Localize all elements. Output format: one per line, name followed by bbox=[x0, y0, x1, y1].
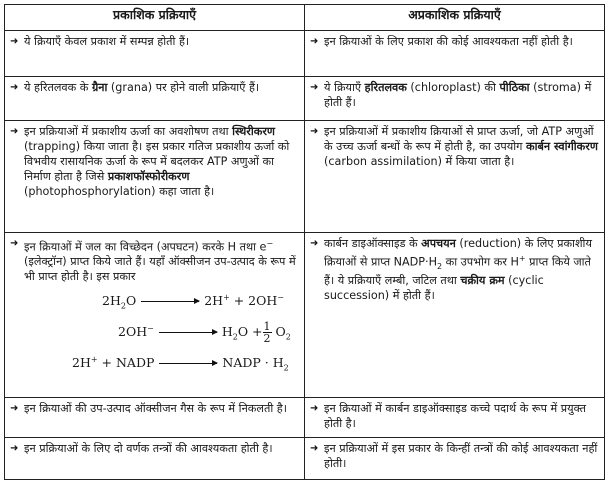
table-row bbox=[5, 398, 605, 438]
superscript: + bbox=[518, 253, 526, 263]
term-photophosphorylation: प्रकाशफॉस्फोरीकरण bbox=[107, 170, 190, 184]
term-reduction: अपचयन bbox=[421, 236, 456, 250]
eq-sup: − bbox=[147, 323, 154, 333]
term-carbon-assimilation: कार्बन स्वांगीकरण bbox=[526, 140, 598, 154]
header-light-reactions: प्रकाशिक प्रक्रियाएँ bbox=[5, 5, 305, 31]
eq-term: H bbox=[221, 324, 233, 340]
cell-text: इन क्रियाओं में जल का विच्छेदन (अपघटन) करके H तथा e bbox=[24, 240, 267, 254]
comparison-table bbox=[4, 4, 605, 480]
light-cell bbox=[5, 77, 305, 121]
cell-text: (chloroplast) की bbox=[406, 81, 500, 95]
cell-text: (इलेक्ट्रॉन) प्राप्त किये जाते हैं। यहाँ ऑक्सीजन उप-उत्पाद के रूप में भी प्राप्त होती है। इस प्रकार bbox=[24, 255, 296, 284]
cell-text: (stroma) में होती हैं। bbox=[324, 81, 592, 110]
eq-term: + NADP bbox=[97, 354, 155, 370]
eq-sub: 2 bbox=[283, 363, 289, 373]
subscript: 2 bbox=[436, 261, 443, 271]
cell-text: (grana) पर होने वाली प्रक्रियाएँ हैं। bbox=[107, 81, 260, 95]
cell-text: इन प्रक्रियाओं में प्रकाशीय ऊर्जा का अवशोषण तथा bbox=[24, 125, 233, 139]
cell-text: इन प्रक्रियाओं के लिए दो वर्णक तन्त्रों की आवश्यकता होती है। bbox=[24, 442, 273, 456]
eq-sub: 2 bbox=[285, 332, 291, 342]
eq-term: NADP · H bbox=[222, 354, 284, 370]
eq-term: O bbox=[125, 293, 137, 309]
arrow-bullet-icon: ➜ bbox=[10, 403, 19, 415]
eq-term: 2OH bbox=[118, 324, 148, 340]
term-trapping: स्थिरीकरण bbox=[232, 125, 275, 139]
eq-term: + 2OH bbox=[229, 293, 278, 309]
light-cell bbox=[5, 232, 305, 398]
cell-text: (cyclic succession) में होती हैं। bbox=[324, 274, 544, 303]
arrow-bullet-icon: ➜ bbox=[310, 237, 319, 249]
arrow-bullet-icon: ➜ bbox=[10, 237, 19, 249]
dark-cell bbox=[305, 121, 605, 232]
arrow-bullet-icon: ➜ bbox=[310, 443, 319, 455]
cell-text: (photophosphorylation) कहा जाता है। bbox=[24, 185, 215, 199]
light-cell bbox=[5, 31, 305, 77]
dark-cell bbox=[305, 232, 605, 398]
term-grana: ग्रैना bbox=[91, 81, 108, 95]
superscript: − bbox=[266, 238, 274, 248]
eq-term: 2H bbox=[102, 293, 121, 309]
dark-cell bbox=[305, 398, 605, 438]
cell-text: का उपभोग कर H bbox=[442, 255, 519, 269]
arrow-bullet-icon: ➜ bbox=[310, 82, 319, 94]
table-row bbox=[5, 438, 605, 480]
eq-sub: 2 bbox=[232, 332, 238, 342]
light-cell bbox=[5, 121, 305, 232]
reaction-arrow-icon bbox=[159, 363, 217, 364]
term-stroma: पीठिका bbox=[499, 81, 530, 95]
equation-nadp bbox=[72, 352, 299, 376]
arrow-bullet-icon: ➜ bbox=[310, 403, 319, 415]
fraction-half bbox=[263, 321, 272, 344]
cell-text: इन प्रक्रियाओं में प्रकाशीय क्रियाओं से प्राप्त ऊर्जा, जो ATP अणुओं के उच्च ऊर्जा बन्धों के रूप में होती है, का उपयोग bbox=[324, 125, 594, 154]
cell-text: प्राप्त किये जाते हैं। ये प्रक्रियाएँ लम्बी, जटिल तथा bbox=[324, 255, 591, 288]
light-cell bbox=[5, 438, 305, 480]
term-chloroplast: हरितलवक bbox=[364, 81, 407, 95]
equations-block bbox=[10, 290, 299, 375]
cell-text: (trapping) किया जाता है। इस प्रकार गतिज प्रकाशीय ऊर्जा को विभवीय रासायनिक ऊर्जा के रूप में बदलकर ATP अणुओं का निर्माण होता है जिसे bbox=[24, 140, 290, 184]
cell-text: (reduction) के लिए प्रकाशीय क्रियाओं से प्राप्त NADP·H bbox=[324, 236, 592, 269]
arrow-bullet-icon: ➜ bbox=[10, 82, 19, 94]
cell-text: ये हरितलवक के bbox=[24, 81, 92, 95]
eq-term: O + bbox=[237, 324, 263, 340]
eq-sup: + bbox=[90, 354, 98, 364]
dark-cell bbox=[305, 438, 605, 480]
eq-sup: − bbox=[277, 293, 284, 303]
cell-text: (carbon assimilation) में किया जाता है। bbox=[324, 155, 515, 169]
cell-text: इन क्रियाओं की उप-उत्पाद ऑक्सीजन गैस के रूप में निकलती है। bbox=[24, 402, 287, 416]
eq-sup: + bbox=[223, 293, 230, 303]
eq-term: O bbox=[271, 324, 286, 340]
term-cyclic-succession: चक्रीय क्रम bbox=[460, 274, 505, 288]
equation-water-split bbox=[102, 290, 299, 314]
cell-text: ये क्रियाएँ bbox=[324, 81, 365, 95]
equation-hydroxide bbox=[118, 321, 299, 345]
eq-term: 2H bbox=[72, 354, 91, 370]
cell-text: इन क्रियाओं में कार्बन डाइऑक्साइड कच्चे पदार्थ के रूप में प्रयुक्त होती है। bbox=[324, 402, 586, 431]
reaction-arrow-icon bbox=[159, 332, 217, 333]
arrow-bullet-icon: ➜ bbox=[310, 36, 319, 48]
table-row bbox=[5, 31, 605, 77]
light-cell bbox=[5, 398, 305, 438]
dark-cell bbox=[305, 77, 605, 121]
cell-text: ये क्रियाएँ केवल प्रकाश में सम्पन्न होती हैं। bbox=[24, 35, 190, 49]
arrow-bullet-icon: ➜ bbox=[310, 126, 319, 138]
cell-text: इन क्रियाओं के लिए प्रकाश की कोई आवश्यकता नहीं होती है। bbox=[324, 35, 573, 49]
table-row bbox=[5, 77, 605, 121]
arrow-bullet-icon: ➜ bbox=[10, 443, 19, 455]
reaction-arrow-icon bbox=[141, 301, 199, 302]
cell-text: कार्बन डाइऑक्साइड के bbox=[324, 236, 422, 250]
eq-term: 2H bbox=[204, 293, 224, 309]
arrow-bullet-icon: ➜ bbox=[10, 126, 19, 138]
dark-cell bbox=[305, 31, 605, 77]
fraction-numerator: 1 bbox=[263, 320, 271, 334]
table-header-row bbox=[5, 5, 605, 31]
cell-text: इन प्रक्रियाओं में इस प्रकार के किन्हीं तन्त्रों की कोई आवश्यकता नहीं होती। bbox=[324, 442, 598, 471]
arrow-bullet-icon: ➜ bbox=[10, 36, 19, 48]
eq-sub: 2 bbox=[120, 301, 126, 311]
table-row bbox=[5, 121, 605, 232]
table-row bbox=[5, 232, 605, 398]
header-dark-reactions: अप्रकाशिक प्रक्रियाएँ bbox=[305, 5, 605, 31]
fraction-denominator: 2 bbox=[263, 332, 271, 346]
